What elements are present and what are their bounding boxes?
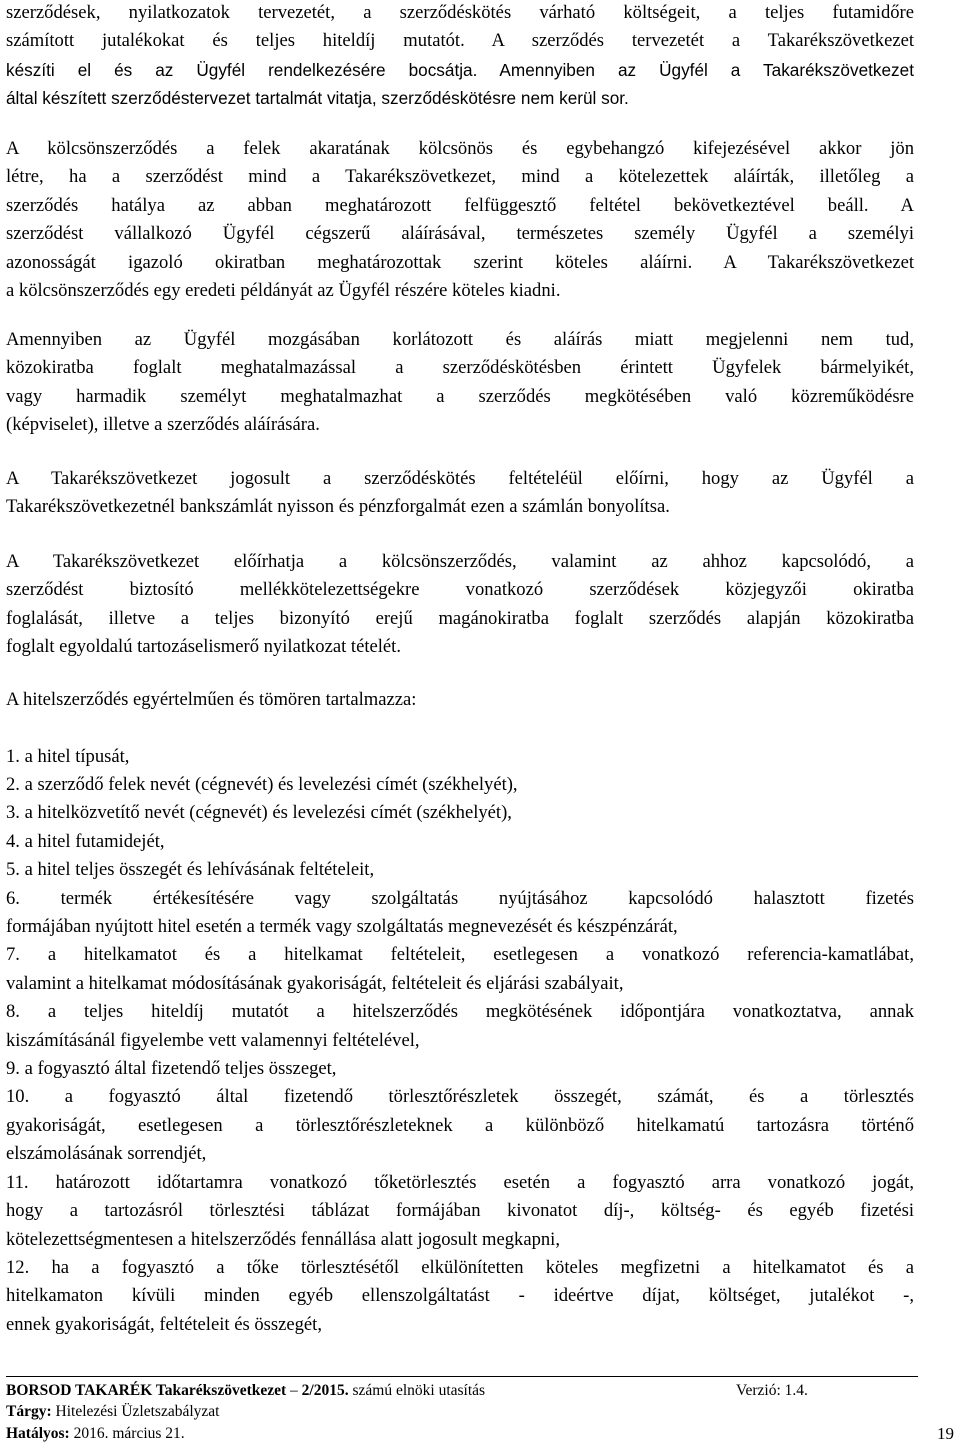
text-line: szerződést vállalkozó Ügyfél cégszerű aláírásával, természetes személy Ügyfél a személyi: [6, 223, 914, 245]
footer-subject-label: Tárgy:: [6, 1403, 52, 1420]
text-line: azonosságát igazoló okiratban meghatározottak szerint köteles aláírni. A Takarékszövetkezet: [6, 251, 914, 273]
list-item: kiszámításánál figyelembe vett valamennyi feltételével,: [6, 1029, 420, 1051]
list-item: 8. a teljes hiteldíj mutatót a hitelszerződés megkötésének időpontjára vonatkoztatva, annak: [6, 1001, 914, 1023]
list-item-1: [6, 743, 914, 771]
text-line: foglalt egyoldalú tartozáselismerő nyilatkozat tételét.: [6, 636, 401, 658]
footer-org-type: Takarékszövetkezet: [152, 1382, 287, 1399]
text-line: készíti el és az Ügyfél rendelkezésére bocsátja. Amennyiben az Ügyfél a Takarékszövetkezet: [6, 59, 914, 80]
list-item: 2. a szerződő felek nevét (cégnevét) és levelezési címét (székhelyét),: [6, 774, 518, 795]
list-item: 7. a hitelkamatot és a hitelkamat feltételeit, esetlegesen a vonatkozó referencia-kamatlábat,: [6, 944, 914, 966]
list-item: 10. a fogyasztó által fizetendő törlesztőrészletek összegét, számát, és a törlesztés: [6, 1086, 914, 1108]
footer-effective-label: Hatályos:: [6, 1425, 70, 1442]
text-line: (képviselet), illetve a szerződés aláírására.: [6, 414, 320, 436]
list-item: gyakoriságát, esetlegesen a törlesztőrészleteknek a különböző hitelkamatú tartozásra történő: [6, 1114, 914, 1136]
list-item: 11. határozott időtartamra vonatkozó tőketörlesztés esetén a fogyasztó arra vonatkozó jogát,: [6, 1171, 914, 1193]
text-line: Amennyiben az Ügyfél mozgásában korlátozott és aláírás miatt megjelenni nem tud,: [6, 329, 914, 350]
list-item: 4. a hitel futamidejét,: [6, 830, 165, 852]
footer-row-3: [6, 1425, 185, 1443]
text-line: szerződések, nyilatkozatok tervezetét, a szerződéskötés várható költségeit, a teljes futamidőre: [6, 2, 914, 23]
list-item: elszámolásának sorrendjét,: [6, 1143, 207, 1165]
paragraph-5: [6, 548, 914, 662]
text-line: A kölcsönszerződés a felek akaratának kölcsönös és egybehangzó kifejezésével akkor jön: [6, 138, 914, 159]
list-item: 9. a fogyasztó által fizetendő teljes összeget,: [6, 1058, 337, 1080]
footer-subject-value: Hitelezési Üzletszabályzat: [51, 1403, 220, 1420]
footer-row-2: [6, 1403, 219, 1421]
list-item: 6. termék értékesítésére vagy szolgáltatás nyújtásához kapcsolódó halasztott fizetés: [6, 887, 914, 909]
footer-version: Verzió: 1.4.: [736, 1382, 808, 1399]
footer-effective-value: 2016. március 21.: [69, 1425, 185, 1442]
list-item: ennek gyakoriságát, feltételeit és összegét,: [6, 1313, 322, 1335]
text-line: foglalását, illetve a teljes bizonyító erejű magánokiratba foglalt szerződés alapján közokiratba: [6, 607, 914, 629]
text-line: vagy harmadik személyt meghatalmazhat a szerződés megkötésében való közreműködésre: [6, 385, 914, 407]
text-line: számított jutalékokat és teljes hiteldíj mutatót. A szerződés tervezetét a Takarékszövetkezet: [6, 30, 914, 52]
list-item: kötelezettségmentesen a hitelszerződés fennállása alatt jogosult megkapni,: [6, 1228, 560, 1250]
list-intro: [6, 686, 914, 714]
footer-org-name: BORSOD TAKARÉK: [6, 1382, 153, 1399]
footer-directive-label: számú elnöki utasítás: [348, 1382, 486, 1399]
text-line: A hitelszerződés egyértelműen és tömören tartalmazza:: [6, 689, 417, 710]
text-line: által készített szerződéstervezet tartalmát vitatja, szerződéskötésre nem kerül sor.: [6, 88, 629, 109]
text-line: szerződés hatálya az abban meghatározott felfüggesztő feltétel bekövetkeztével beáll. A: [6, 194, 914, 216]
list-item: hogy a tartozásról törlesztési táblázat formájában kivonatot díj-, költség- és egyéb fizetési: [6, 1200, 914, 1222]
list-item: valamint a hitelkamat módosításának gyakoriságát, feltételeit és eljárási szabályait,: [6, 972, 624, 994]
text-line: létre, ha a szerződést mind a Takarékszövetkezet, mind a kötelezettek aláírták, illetőleg a: [6, 166, 914, 188]
paragraph-3: [6, 326, 914, 440]
list-items: [6, 771, 914, 1339]
list-item: 3. a hitelközvetítő nevét (cégnevét) és levelezési címét (székhelyét),: [6, 802, 512, 824]
list-item: hitelkamaton kívüli minden egyéb ellenszolgáltatást - ideértve díjat, költséget, jutalékot -,: [6, 1285, 914, 1307]
text-line: A Takarékszövetkezet jogosult a szerződéskötés feltételéül előírni, hogy az Ügyfél a: [6, 468, 914, 489]
text-line: a kölcsönszerződés egy eredeti példányát az Ügyfél részére köteles kiadni.: [6, 280, 561, 302]
page-number: 19: [937, 1424, 954, 1443]
text-line: A Takarékszövetkezet előírhatja a kölcsönszerződés, valamint az ahhoz kapcsolódó, a: [6, 551, 914, 572]
footer-directive-number: 2/2015.: [301, 1382, 349, 1399]
text-line: szerződést biztosító mellékkötelezettségekre vonatkozó szerződések közjegyzői okiratba: [6, 579, 914, 601]
paragraph-4: [6, 465, 914, 522]
paragraph-1: [6, 0, 914, 113]
text-line: 1. a hitel típusát,: [6, 746, 130, 767]
text-line: közokiratba foglalt meghatalmazással a szerződéskötésben érintett Ügyfelek bármelyikét,: [6, 357, 914, 379]
paragraph-2: [6, 135, 914, 305]
list-item: 12. ha a fogyasztó a tőke törlesztésétől elkülönítetten köteles megfizetni a hitelkamatot és a: [6, 1256, 914, 1278]
text-line: Takarékszövetkezetnél bankszámlát nyisson és pénzforgalmát ezen a számlán bonyolítsa.: [6, 496, 670, 518]
footer-directive-sep: –: [286, 1382, 302, 1399]
list-item: 5. a hitel teljes összegét és lehívásának feltételeit,: [6, 859, 375, 881]
footer-row-1: [6, 1382, 485, 1400]
footer-divider: [6, 1376, 918, 1377]
list-item: formájában nyújtott hitel esetén a termék vagy szolgáltatás megnevezését és készpénzárát,: [6, 916, 678, 938]
